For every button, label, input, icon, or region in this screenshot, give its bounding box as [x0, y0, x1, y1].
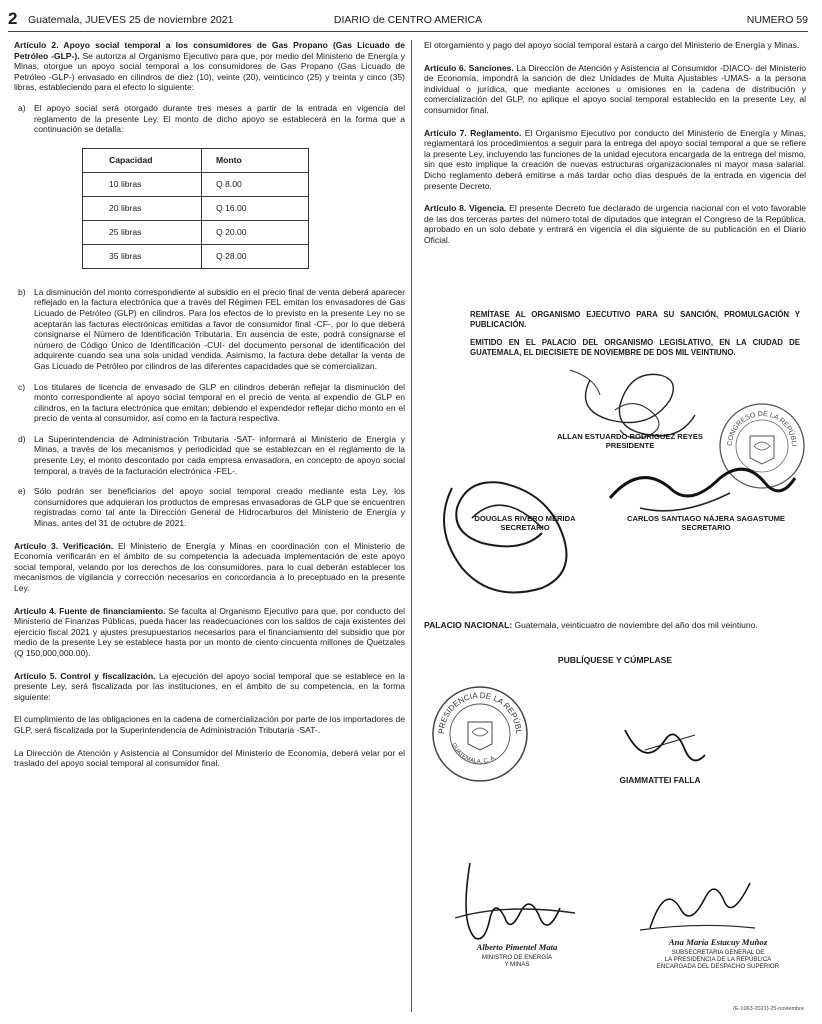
article-5-paragraph-3: El otorgamiento y pago del apoyo social temporal estará a cargo del Ministerio de Energía y Minas. [424, 40, 800, 50]
article-4-text: Se faculta al Organismo Ejecutivo para que, por conducto del Ministerio de Finanzas Públicas, pueda hacer las readecuaciones con los saldos de caja existentes del ejercicio fiscal 2021 y ajustes presupuestarios necesarios para el financiamiento del subsidio que por medio de la presente Ley se establece hasta por un monto de ciento cincuenta millones de Quetzales (Q 150,000,000.00). [14, 605, 406, 658]
article-3-title: Artículo 3. Verificación. [14, 540, 114, 551]
article-6-text: La Dirección de Atención y Asistencia al Consumidor -DIACO- del Ministerio de Economía, impondrá la sanción de diez Unidades de Multa Ajustables -UMAS- a la persona individual o jurídica, que mediante acciones u omisiones en la cadena de distribución y comercialización del GLP, no aplique el apoyo social temporal establecido en la presente Ley, al consumidor final. [424, 62, 806, 115]
presidency-seal-city: GUATEMALA, C. A. [450, 742, 498, 766]
presidency-seal-text: PRESIDENCIA DE LA REPÚBLICA [427, 677, 524, 735]
column-header-monto: Monto [202, 148, 309, 172]
table-row [83, 220, 309, 244]
item-label: e) [18, 486, 26, 497]
article-5-text: La ejecución del apoyo social temporal que se establece en la presente Ley, será fiscalizada por las instituciones, en el ámbito de su competencia, en la forma siguiente: [14, 670, 405, 702]
president-role: PRESIDENTE [605, 441, 655, 450]
cell-capacity: 25 libras [83, 220, 202, 244]
item-d [14, 434, 405, 476]
secretary-2-role: SECRETARIO [681, 523, 731, 532]
estacuy-role-3: ENCARGADA DEL DESPACHO SUPERIOR [656, 963, 780, 970]
palacio-date: Guatemala, veinticuatro de noviembre del año dos mil veintiuno. [514, 620, 758, 630]
right-column [424, 40, 806, 246]
svg-text:GUATEMALA, C. A. [450, 742, 497, 765]
giammattei-name: GIAMMATTEI FALLA [619, 775, 701, 785]
article-6 [424, 63, 806, 116]
table-row [83, 244, 309, 268]
cell-amount: Q 16.00 [202, 196, 309, 220]
publication-code: (E-1063-2021)-25-noviembre [733, 1006, 804, 1012]
pimentel-signature-icon [450, 858, 580, 943]
pimentel-name: Alberto Pimentel Mata [476, 942, 558, 952]
column-header-capacidad: Capacidad [83, 148, 202, 172]
cell-amount: Q 8.00 [202, 172, 309, 196]
congress-seal-text: CONGRESO DE LA REPÚBLICA [715, 397, 798, 447]
article-2 [14, 40, 405, 93]
estacuy-name: Ana María Estacuy Muñoz [668, 937, 768, 947]
giammattei-signature-icon [620, 720, 710, 770]
item-text: El apoyo social será otorgado durante tres meses a partir de la entrada en vigencia del reglamento de la presente Ley. El monto de dicho apoyo se establecerá en la forma que a continuación se detalla: [34, 102, 405, 135]
cell-capacity: 10 libras [83, 172, 202, 196]
presidency-seal-icon [427, 677, 530, 784]
palacio-nacional-text [424, 620, 806, 631]
estacuy-role-2: LA PRESIDENCIA DE LA REPÚBLICA [664, 956, 772, 963]
item-text: Sólo podrán ser beneficiarios del apoyo social temporal creado mediante esta Ley, los consumidores que adquieran los productos de empresas envasadoras de GLP que se encuentren registradas como tal ante la Dirección General de Hidrocarburos del Ministerio de Energía y Minas, antes del 31 de octubre de 2021. [34, 486, 405, 529]
palacio-label: PALACIO NACIONAL: [424, 620, 513, 630]
article-5 [14, 671, 405, 703]
estacuy-signature-icon [640, 878, 760, 938]
item-label: c) [18, 381, 26, 392]
cell-capacity: 20 libras [83, 196, 202, 220]
estacuy-role-1: SUBSECRETARIA GENERAL DE [671, 949, 765, 956]
table-row [83, 196, 309, 220]
article-3 [14, 541, 405, 594]
emitido-text: EMITIDO EN EL PALACIO DEL ORGANISMO LEGISLATIVO, EN LA CIUDAD DE GUATEMALA, EL DIECISIETE DE NOVIEMBRE DE DOS MIL VEINTIUNO. [470, 338, 800, 357]
article-2-title: Artículo 2. Apoyo social temporal a los consumidores de Gas Propano (Gas Licuado de Petróleo -GLP-). [14, 40, 405, 61]
subsidy-table [82, 148, 309, 269]
table-header-row [83, 148, 309, 172]
president-name: ALLAN ESTUARDO RODRÍGUEZ REYES [557, 432, 703, 441]
article-8-text: El presente Decreto fue declarado de urgencia nacional con el voto favorable de las dos terceras partes del número total de diputados que integran el Congreso de la República, aprobado en un solo debate y entrará en vigencia el día siguiente de su publicación en el Diario Oficial. [424, 203, 806, 245]
secretary-1-signature-icon [432, 458, 572, 608]
item-label: d) [18, 433, 26, 444]
item-text: La disminución del monto correspondiente al subsidio en el precio final de venta deberá aparecer reflejado en la factura electrónica que a través del Régimen FEL emitan los envasadores de Gas Licuado de Petróleo (GLP) en cilindros. Para los efectos de lo previsto en la presente Ley no se aceptarán las facturas electrónicas emitidas a favor de consumidor final -CF-, por lo que deberá consignarse el Número de Identificación Tributaria. En ausencia de este, podrá consignarse el número de Código Único de Identificación -CUI- del documento personal de identificación del adquirente cuando sea una sola unidad vendida. Asimismo, la factura debe detallar la venta de Gas Licuado de Petróleo por cilindros de las diferentes capacidades que se comercializan. [34, 286, 405, 371]
item-text: La Superintendencia de Administración Tributaria -SAT- informará al Ministerio de Energía y Minas, a través de los mecanismos y periodicidad que se establezcan en el reglamento de la presente Ley, el monto descontado por cada empresa envasadora, en concepto de apoyo social temporal, a través de la facturación electrónica -FEL-. [34, 433, 405, 476]
article-4 [14, 606, 405, 659]
article-7-text: El Organismo Ejecutivo por conducto del Ministerio de Energía y Minas, reglamentará los procedimientos a seguir para la entrega del apoyo social temporal a que se refiere la presente Ley, incluyendo las funciones de la unidad ejecutora encargada de la entrega del mismo, sin que esto implique la creación de nuevas estructuras organizacionales ni mayor masa salarial. Dicho reglamento deberá emitirse a más tardar ocho días después de la entrada en vigencia del presente Decreto. [424, 127, 807, 191]
article-5-paragraph-2: La Dirección de Atención y Asistencia al Consumidor del Ministerio de Economía, deberá velar por el traslado del apoyo social temporal al consumidor final. [14, 747, 405, 769]
remitase-text: REMÍTASE AL ORGANISMO EJECUTIVO PARA SU SANCIÓN, PROMULGACIÓN Y PUBLICACIÓN. [470, 310, 800, 329]
article-7-title: Artículo 7. Reglamento. [424, 127, 522, 138]
page-header [8, 9, 808, 30]
article-2-text: Se autoriza al Organismo Ejecutivo para que, por medio del Ministerio de Energía y Minas, otorgue un apoyo social temporal a los consumidores de Gas Propano (Gas Licuado de Petróleo -GLP-) envasado en cilindros de diez (10), veinte (20), veinticinco (25) y treinta y cinco (35) libras, estableciendo para el efecto lo siguiente: [14, 50, 405, 93]
pimentel-role-1: MINISTRO DE ENERGÍA [481, 954, 553, 961]
issue-number: NUMERO 59 [746, 14, 808, 26]
newspaper-name: DIARIO de CENTRO AMERICA [333, 14, 483, 26]
cell-capacity: 35 libras [83, 244, 202, 268]
header-date: Guatemala, JUEVES 25 de noviembre 2021 [28, 14, 234, 26]
article-8-title: Artículo 8. Vigencia. [424, 203, 507, 214]
item-label: b) [18, 286, 26, 297]
left-column [14, 40, 405, 769]
column-divider [411, 40, 412, 1012]
item-label: a) [18, 102, 26, 113]
pimentel-role-2: Y MINAS [504, 961, 530, 968]
secretary-1-role: SECRETARIO [500, 523, 550, 532]
article-8 [424, 203, 806, 245]
article-7 [424, 128, 806, 192]
article-3-text: El Ministerio de Energía y Minas en coordinación con el Ministerio de Economía verificarán en el ámbito de su competencia la adecuada implementación de este apoyo social temporal, velando por los derechos de los consumidores, para lo cual deberán establecer los mecanismos de vigilancia y corrección necesarios en concordancia a lo preceptuado en la presente Ley. [14, 540, 405, 593]
cell-amount: Q 28.00 [202, 244, 309, 268]
article-5-title: Artículo 5. Control y fiscalización. [14, 670, 156, 681]
article-6-title: Artículo 6. Sanciones. [424, 62, 514, 73]
item-e [14, 486, 405, 528]
secretary-1-name: DOUGLAS RIVERO MÉRIDA [474, 514, 576, 523]
secretary-2-name: CARLOS SANTIAGO NÁJERA SAGASTUME [627, 514, 785, 523]
item-text: Los titulares de licencia de envasado de GLP en cilindros deberán reflejar la disminución del monto correspondiente al apoyo social temporal en el precio de venta al expendio de GLP en cilindros, en la factura electrónica que emitan; debiendo el expendedor reflejar dicho monto en el precio de venta al consumidor, así como en la factura respectiva. [34, 381, 405, 424]
article-5-paragraph-1: El cumplimiento de las obligaciones en la cadena de comercialización por parte de los importadores de GLP, será fiscalizada por la Superintendencia de Administración Tributaria -SAT-. [14, 714, 405, 735]
article-4-title: Artículo 4. Fuente de financiamiento. [14, 605, 166, 616]
item-c [14, 382, 405, 424]
item-a [14, 103, 405, 135]
table-row [83, 172, 309, 196]
cell-amount: Q 20.00 [202, 220, 309, 244]
publiquese-text: PUBLÍQUESE Y CÚMPLASE [557, 655, 673, 665]
page-number: 2 [8, 9, 18, 28]
header-rule [8, 31, 808, 32]
item-b [14, 287, 405, 372]
